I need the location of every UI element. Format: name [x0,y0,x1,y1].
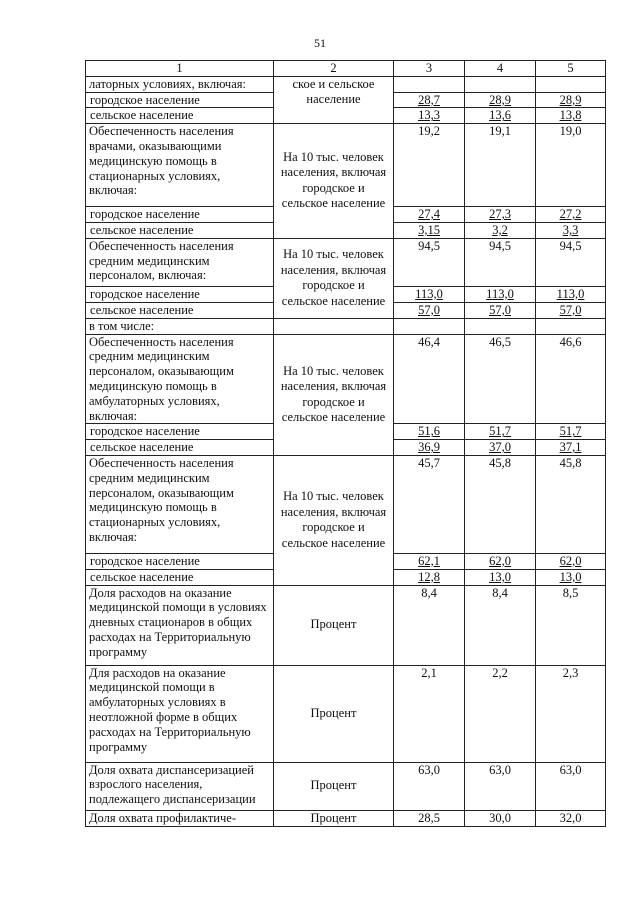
page-number: 51 [314,36,326,50]
value-cell: 13,6 [465,108,536,124]
indicator-label: Обеспеченность населения средним медицинским персоналом, оказывающим медицинскую помощь в амбулаторных условиях, включая: [86,334,274,424]
value-cell: 28,7 [394,92,465,108]
value-cell: 2,2 [465,665,536,762]
value-cell: 46,5 [465,334,536,424]
value-cell: 37,1 [536,440,606,456]
value-cell: 3,3 [536,222,606,238]
indicator-label: сельское население [86,302,274,318]
value-cell: 19,2 [394,124,465,207]
value-cell: 28,9 [536,92,606,108]
indicator-label: Доля охвата профилактиче- [86,810,274,827]
value-cell [465,76,536,92]
value-cell: 28,5 [394,810,465,827]
value-cell: 94,5 [394,238,465,286]
value-cell: 113,0 [536,286,606,302]
value-cell: 27,2 [536,207,606,223]
value-cell: 45,8 [536,455,606,553]
value-cell: 63,0 [536,762,606,810]
indicator-label: городское население [86,92,274,108]
value-cell: 45,8 [465,455,536,553]
value-cell: 12,8 [394,569,465,585]
value-cell: 51,7 [536,424,606,440]
table-header-row [86,61,606,77]
indicator-label: сельское население [86,222,274,238]
unit-cell: Процент [274,762,394,810]
table-row [86,762,606,810]
value-cell: 3,15 [394,222,465,238]
value-cell: 28,9 [465,92,536,108]
value-cell: 19,0 [536,124,606,207]
indicator-label: городское население [86,286,274,302]
value-cell: 113,0 [394,286,465,302]
value-cell: 62,1 [394,553,465,569]
unit-cell: На 10 тыс. человек населения, включая городское и сельское население [274,238,394,318]
value-cell: 13,8 [536,108,606,124]
indicator-label: Доля охвата диспансеризацией взрослого населения, подлежащего диспансеризации [86,762,274,810]
indicator-label: сельское население [86,108,274,124]
value-cell: 94,5 [465,238,536,286]
indicator-label: Обеспеченность населения средним медицинским персоналом, оказывающим медицинскую помощь в стационарных условиях, включая: [86,455,274,553]
column-header: 5 [536,61,606,77]
column-header: 2 [274,61,394,77]
table-row [86,76,606,92]
indicator-label: Обеспеченность населения врачами, оказывающими медицинскую помощь в стационарных условиях, включая: [86,124,274,207]
indicator-label: Обеспеченность населения средним медицинским персоналом, включая: [86,238,274,286]
value-cell [394,76,465,92]
table-row [86,455,606,553]
value-cell: 45,7 [394,455,465,553]
unit-cell [274,318,394,334]
value-cell: 8,4 [465,585,536,665]
indicator-label: городское население [86,424,274,440]
value-cell: 30,0 [465,810,536,827]
unit-cell: Процент [274,585,394,665]
table-row [86,238,606,286]
indicator-label: Для расходов на оказание медицинской помощи в амбулаторных условиях в неотложной форме в общих расходах на Территориальную программу [86,665,274,762]
value-cell: 62,0 [536,553,606,569]
value-cell: 51,6 [394,424,465,440]
value-cell: 2,1 [394,665,465,762]
unit-cell: На 10 тыс. человек населения, включая городское и сельское население [274,334,394,455]
value-cell: 8,5 [536,585,606,665]
column-header: 4 [465,61,536,77]
value-cell: 27,3 [465,207,536,223]
value-cell: 32,0 [536,810,606,827]
value-cell [536,76,606,92]
value-cell: 2,3 [536,665,606,762]
value-cell: 63,0 [394,762,465,810]
table-row [86,810,606,827]
value-cell: 3,2 [465,222,536,238]
value-cell: 94,5 [536,238,606,286]
value-cell: 19,1 [465,124,536,207]
table-row [86,334,606,424]
value-cell: 57,0 [536,302,606,318]
value-cell: 13,3 [394,108,465,124]
value-cell: 13,0 [465,569,536,585]
unit-cell: ское и сельское население [274,76,394,123]
value-cell: 8,4 [394,585,465,665]
table-row [86,318,606,334]
value-cell [394,318,465,334]
table-row [86,585,606,665]
value-cell: 62,0 [465,553,536,569]
value-cell: 36,9 [394,440,465,456]
indicator-label: латорных условиях, включая: [86,76,274,92]
value-cell: 57,0 [394,302,465,318]
unit-cell: Процент [274,665,394,762]
unit-cell: На 10 тыс. человек населения, включая городское и сельское население [274,455,394,585]
value-cell: 51,7 [465,424,536,440]
value-cell: 63,0 [465,762,536,810]
indicators-table [85,60,606,827]
indicator-label: сельское население [86,440,274,456]
value-cell [536,318,606,334]
indicator-label: городское население [86,553,274,569]
value-cell: 113,0 [465,286,536,302]
table-row [86,665,606,762]
indicator-label: в том числе: [86,318,274,334]
indicator-label: сельское население [86,569,274,585]
value-cell: 37,0 [465,440,536,456]
value-cell: 46,6 [536,334,606,424]
column-header: 1 [86,61,274,77]
value-cell: 46,4 [394,334,465,424]
value-cell [465,318,536,334]
value-cell: 57,0 [465,302,536,318]
column-header: 3 [394,61,465,77]
indicator-label: городское население [86,207,274,223]
unit-cell: На 10 тыс. человек населения, включая городское и сельское население [274,124,394,239]
value-cell: 27,4 [394,207,465,223]
value-cell: 13,0 [536,569,606,585]
unit-cell: Процент [274,810,394,827]
table-row [86,124,606,207]
indicator-label: Доля расходов на оказание медицинской помощи в условиях дневных стационаров в общих расходах на Территориальную программу [86,585,274,665]
